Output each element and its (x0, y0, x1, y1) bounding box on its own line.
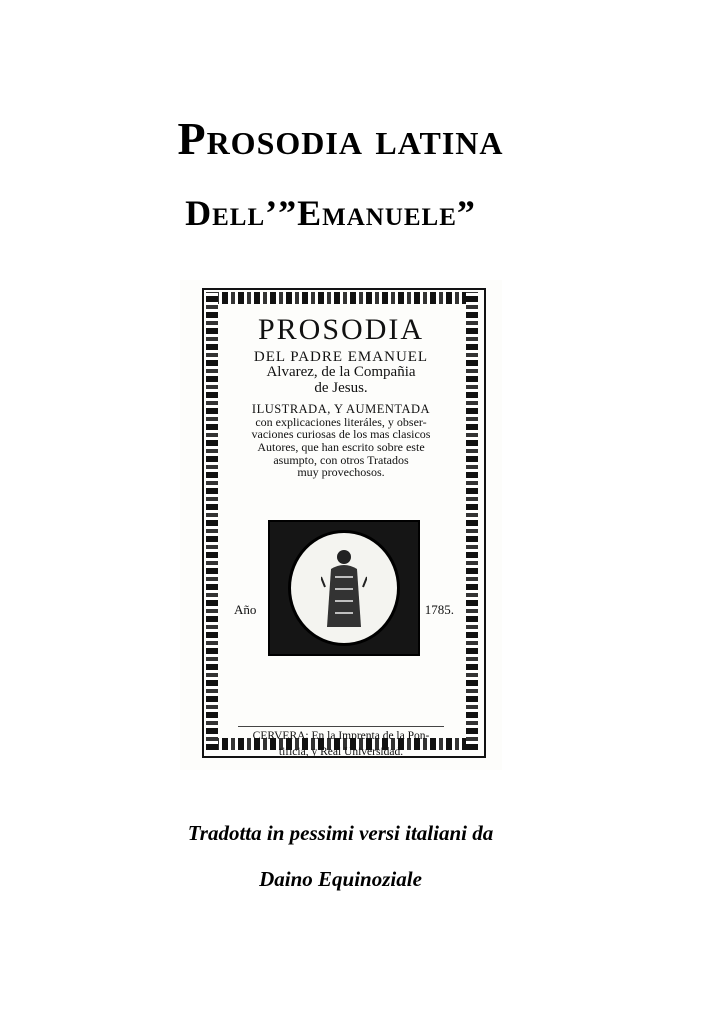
document-subtitle: Dell’”Emanuele” (185, 193, 476, 233)
translator-name: Daino Equinoziale (259, 867, 422, 891)
facsimile-line: muy provechosos. (297, 465, 385, 480)
vignette-medallion (288, 530, 400, 646)
translation-note: Tradotta in pessimi versi italiani da (187, 821, 494, 845)
facsimile-colophon: CERVERA: En la Imprenta de la Pon- (252, 730, 430, 742)
facsimile-line: asumpto, con otros Tratados (273, 452, 409, 467)
facsimile-line: vaciones curiosas de los mas clasicos (251, 427, 431, 442)
facsimile-text-block (228, 312, 454, 758)
facsimile-title: PROSODIA (257, 313, 425, 346)
printer-vignette-image (268, 520, 420, 656)
ornamental-border-left (206, 292, 218, 750)
document-title: Prosodia latina (177, 113, 504, 164)
facsimile-line: ILUSTRADA, Y AUMENTADA (251, 401, 431, 416)
facsimile-line: Autores, que han escrito sobre este (257, 440, 425, 455)
facsimile-line: de Jesus. (314, 380, 368, 396)
title-page-facsimile (180, 280, 502, 770)
ornamental-border-right (466, 292, 478, 750)
facsimile-line: DEL PADRE EMANUEL (253, 348, 429, 365)
year-label: Año (234, 602, 257, 617)
year-value: 1785. (424, 602, 454, 617)
facsimile-line: con explicaciones literáles, y obser- (255, 414, 427, 429)
facsimile-colophon: tificia, y Real Universidad. (278, 746, 404, 758)
facsimile-rule (238, 726, 444, 727)
ornamental-border-top (206, 292, 478, 304)
facsimile-line: Alvarez, de la Compañia (266, 364, 416, 381)
saint-figure-icon (321, 547, 367, 633)
